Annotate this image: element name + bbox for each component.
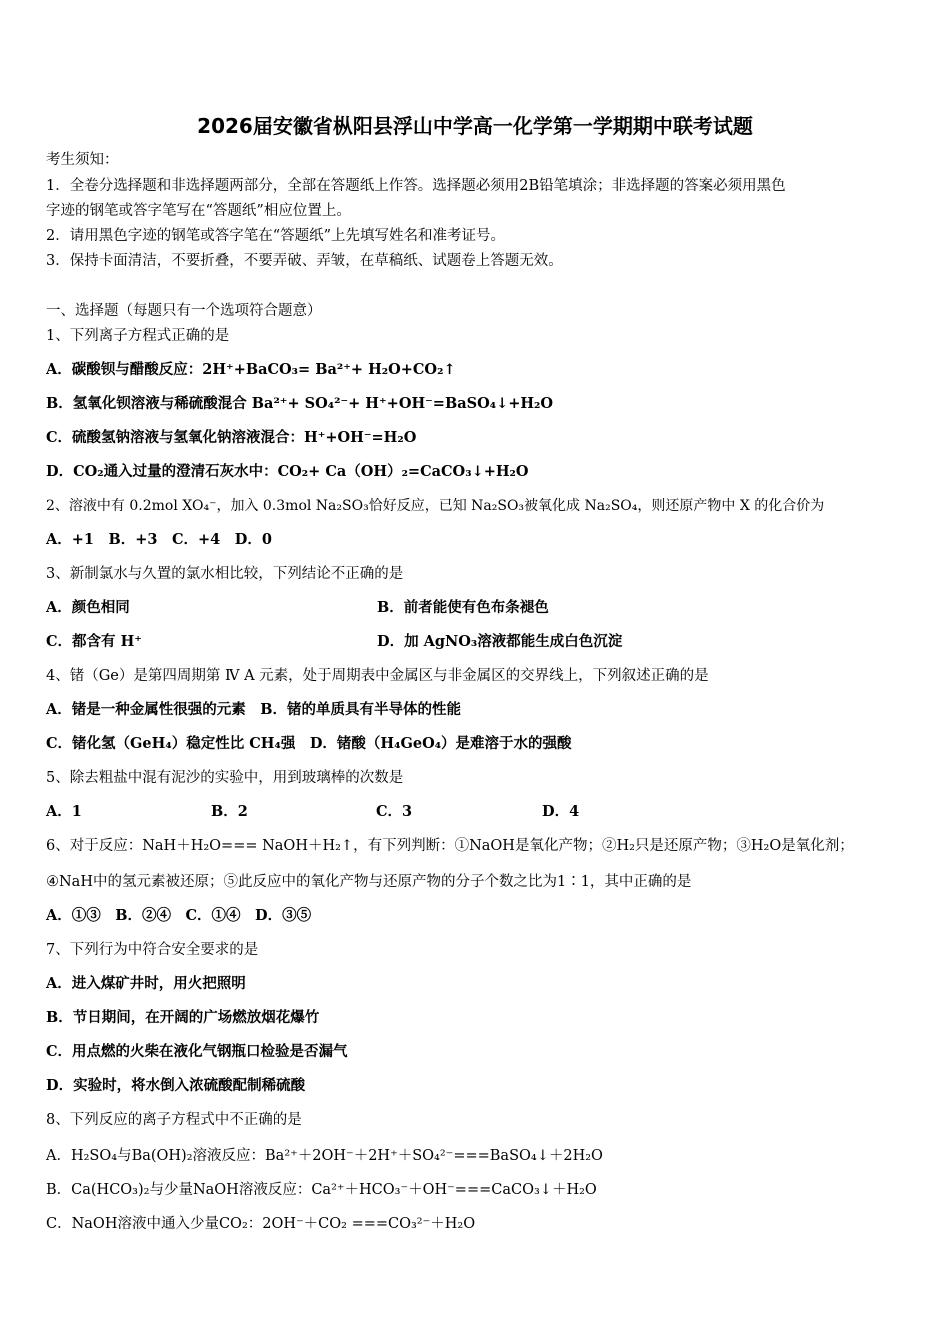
question-stem: 6、对于反应：NaH＋H₂O=== NaOH＋H₂↑，有下列判断：①NaOH是氧化产物；②H₂只是还原产物；③H₂O是氧化剂； [46,838,854,854]
option-a: A．碳酸钡与醋酸反应：2H⁺+BaCO₃= Ba²⁺+ H₂O+CO₂↑ [46,361,456,378]
option-a: A．进入煤矿井时，用火把照明 [46,975,246,992]
option-b: B．氢氧化钡溶液与稀硫酸混合 Ba²⁺+ SO₄²⁻+ H⁺+OH⁻=BaSO₄↓+H₂O [46,395,554,412]
options-row: A．锗是一种金属性很强的元素 B．锗的单质具有半导体的性能 [46,701,462,718]
question-stem: 2、溶液中有 0.2mol XO₄⁻，加入 0.3mol Na₂SO₃恰好反应，已知 Na₂SO₃被氧化成 Na₂SO₄，则还原产物中 X 的化合价为 [46,498,825,514]
page-title: 2026届安徽省枞阳县浮山中学高一化学第一学期期中联考试题 [197,114,753,138]
option-d: D．CO₂通入过量的澄清石灰水中：CO₂+ Ca（OH）₂=CaCO₃↓+H₂O [46,463,529,480]
question-stem: ④NaH中的氢元素被还原；⑤此反应中的氧化产物与还原产物的分子个数之比为1∶1，其中正确的是 [46,874,692,890]
option-a: A．1 [46,803,82,820]
option-b: B．前者能使有色布条褪色 [377,599,549,616]
option-b: B．2 [211,803,248,820]
question-stem: 3、新制氯水与久置的氯水相比较，下列结论不正确的是 [46,566,404,582]
question-stem: 1、下列离子方程式正确的是 [46,328,230,344]
notice-item: 2．请用黑色字迹的钢笔或答字笔在“答题纸”上先填写姓名和准考证号。 [46,228,506,244]
notice-item: 1．全卷分选择题和非选择题两部分，全部在答题纸上作答。选择题必须用2B铅笔填涂；非选择题的答案必须用黑色 [46,178,786,194]
option-c: C．硫酸氢钠溶液与氢氧化钠溶液混合：H⁺+OH⁻=H₂O [46,429,417,446]
option-b: B．Ca(HCO₃)₂与少量NaOH溶液反应：Ca²⁺＋HCO₃⁻＋OH⁻===CaCO₃↓＋H₂O [46,1182,597,1198]
notice-item: 3．保持卡面清洁，不要折叠，不要弄破、弄皱，在草稿纸、试题卷上答题无效。 [46,253,563,269]
option-d: D．加 AgNO₃溶液都能生成白色沉淀 [377,633,623,650]
option-b: B．节日期间，在开阔的广场燃放烟花爆竹 [46,1009,320,1026]
options-row: C．锗化氢（GeH₄）稳定性比 CH₄强 D．锗酸（H₄GeO₄）是难溶于水的强酸 [46,735,572,752]
options-row: A．①③ B．②④ C．①④ D．③⑤ [46,907,312,924]
option-c: C．用点燃的火柴在液化气钢瓶口检验是否漏气 [46,1043,348,1060]
section-heading: 一、选择题（每题只有一个选项符合题意） [46,303,322,319]
question-stem: 8、下列反应的离子方程式中不正确的是 [46,1112,302,1128]
option-c: C．都含有 H⁺ [46,633,142,650]
question-stem: 5、除去粗盐中混有泥沙的实验中，用到玻璃棒的次数是 [46,770,404,786]
question-stem: 7、下列行为中符合安全要求的是 [46,942,259,958]
option-a: A．H₂SO₄与Ba(OH)₂溶液反应：Ba²⁺＋2OH⁻＋2H⁺＋SO₄²⁻===BaSO₄↓＋2H₂O [46,1148,603,1164]
notice-item: 字迹的钢笔或答字笔写在“答题纸”相应位置上。 [46,203,351,219]
option-a: A．颜色相同 [46,599,130,616]
option-c: C．NaOH溶液中通入少量CO₂：2OH⁻＋CO₂ ===CO₃²⁻＋H₂O [46,1216,476,1232]
option-d: D．4 [542,803,580,820]
question-stem: 4、锗（Ge）是第四周期第 Ⅳ A 元素，处于周期表中金属区与非金属区的交界线上，下列叙述正确的是 [46,668,709,684]
options-row: A．+1 B．+3 C．+4 D．0 [46,531,272,548]
notice-heading: 考生须知： [46,152,119,168]
option-d: D．实验时，将水倒入浓硫酸配制稀硫酸 [46,1077,306,1094]
option-c: C．3 [376,803,413,820]
